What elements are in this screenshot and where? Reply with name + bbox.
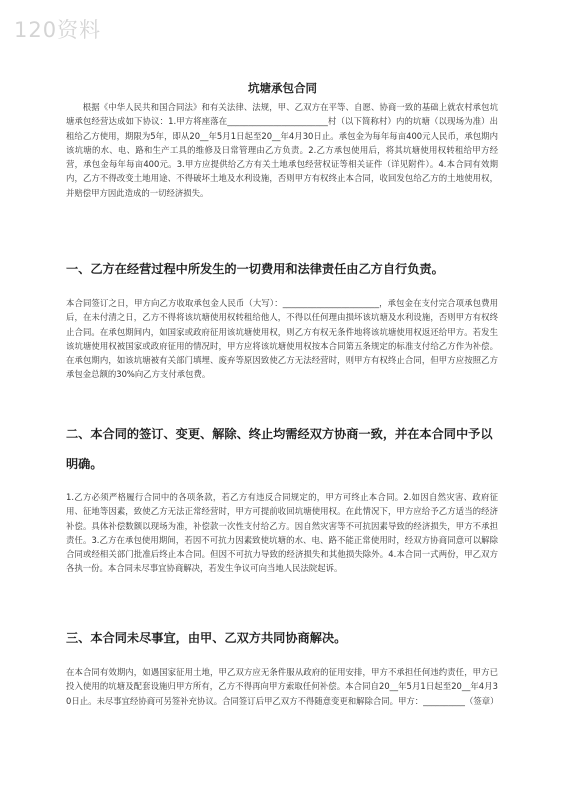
watermark: 120资料 [14, 18, 102, 42]
section-2-paragraph: 1.乙方必须严格履行合同中的各项条款，若乙方有违反合同规定的，甲方可终止本合同。2.如因自然灾害、政府征用、征地等因素，致使乙方无法正常经营时，甲方可提前收回坑塘使用权。在此情况下，甲方应给予乙方适当的经济补偿。具体补偿数额以现场为准，补偿款一次性支付给乙方。因自然灾害等不可抗因素导致的经济损失，甲方不承担责任。3.乙方在承包使用期间，若因不可抗力因素致使坑塘的水、电、路不能正常使用时，经双方协商同意可以解除合同或经相关部门批准后终止本合同。但因不可抗力导致的经济损失和其他损失除外。4.本合同一式两份，甲乙双方各执一份。本合同未尽事宜协商解决，若发生争议可向当地人民法院起诉。 [66, 492, 498, 574]
document-title: 坑塘承包合同 [248, 81, 317, 95]
section-heading-3: 三、本合同未尽事宜，由甲、乙双方共同协商解决。 [66, 631, 347, 645]
section-3-paragraph: 在本合同有效期内，如遇国家征用土地，甲乙双方应无条件服从政府的征用安排，甲方不承担任何违约责任，甲方已投入使用的坑塘及配套设施归甲方所有，乙方不得再向甲方索取任何补偿。本合同自20__年5月1日起至20__年4月30日止。未尽事宜经协商可另签补充协议。合同签订后甲乙双方不得随意变更和解除合同。甲方：__________（签章） [66, 667, 499, 706]
intro-paragraph: 根据《中华人民共和国合同法》和有关法律、法规，甲、乙双方在平等、自愿、协商一致的基础上就农村承包坑塘承包经营达成如下协议：1.甲方将座落在________________________村（以下简称村）内的坑塘（以现场为准）出租给乙方使用，期限为5年，即从20__年5月1日起至20__年4月30日止。承包金为每年每亩400元人民币，承包期内该坑塘的水、电、路和生产工具的维修及日常管理由乙方负责。2.乙方承包使用后，将其坑塘使用权转租给甲方经营，承包金每年每亩400元。3.甲方应提供给乙方有关土地承包经营权证等相关证件（详见附件）。4.本合同有效期内，乙方不得改变土地用途、不得破坏土地及水利设施，否则甲方有权终止本合同，收回发包给乙方的土地使用权，并赔偿甲方因此造成的一切经济损失。 [66, 102, 498, 198]
section-1-paragraph: 本合同签订之日，甲方向乙方收取承包金人民币（大写）：_______________________，承包金在支付完合项承包费用后，在未付清之日，乙方不得将该坑塘使用权转租给他人，不得以任何理由损坏该坑塘及水利设施，否则甲方有权终止合同。在承包期间内，如国家或政府征用该坑塘使用权，则乙方有权无条件地将该坑塘使用权返还给甲方。若发生该坑塘使用权被国家或政府征用的情况时，甲方应将该坑塘使用权按本合同第五条规定的标准支付给乙方作为补偿。在承包期内，如该坑塘被有关部门填埋、废弃等原因致使乙方无法经营时，则甲方有权终止合同，但甲方应按照乙方承包金总额的30%向乙方支付承包费。 [66, 298, 498, 380]
section-heading-2: 二、本合同的签订、变更、解除、终止均需经双方协商一致，并在本合同中予以明确。 [66, 427, 493, 471]
section-heading-1: 一、乙方在经营过程中所发生的一切费用和法律责任由乙方自行负责。 [66, 262, 444, 276]
